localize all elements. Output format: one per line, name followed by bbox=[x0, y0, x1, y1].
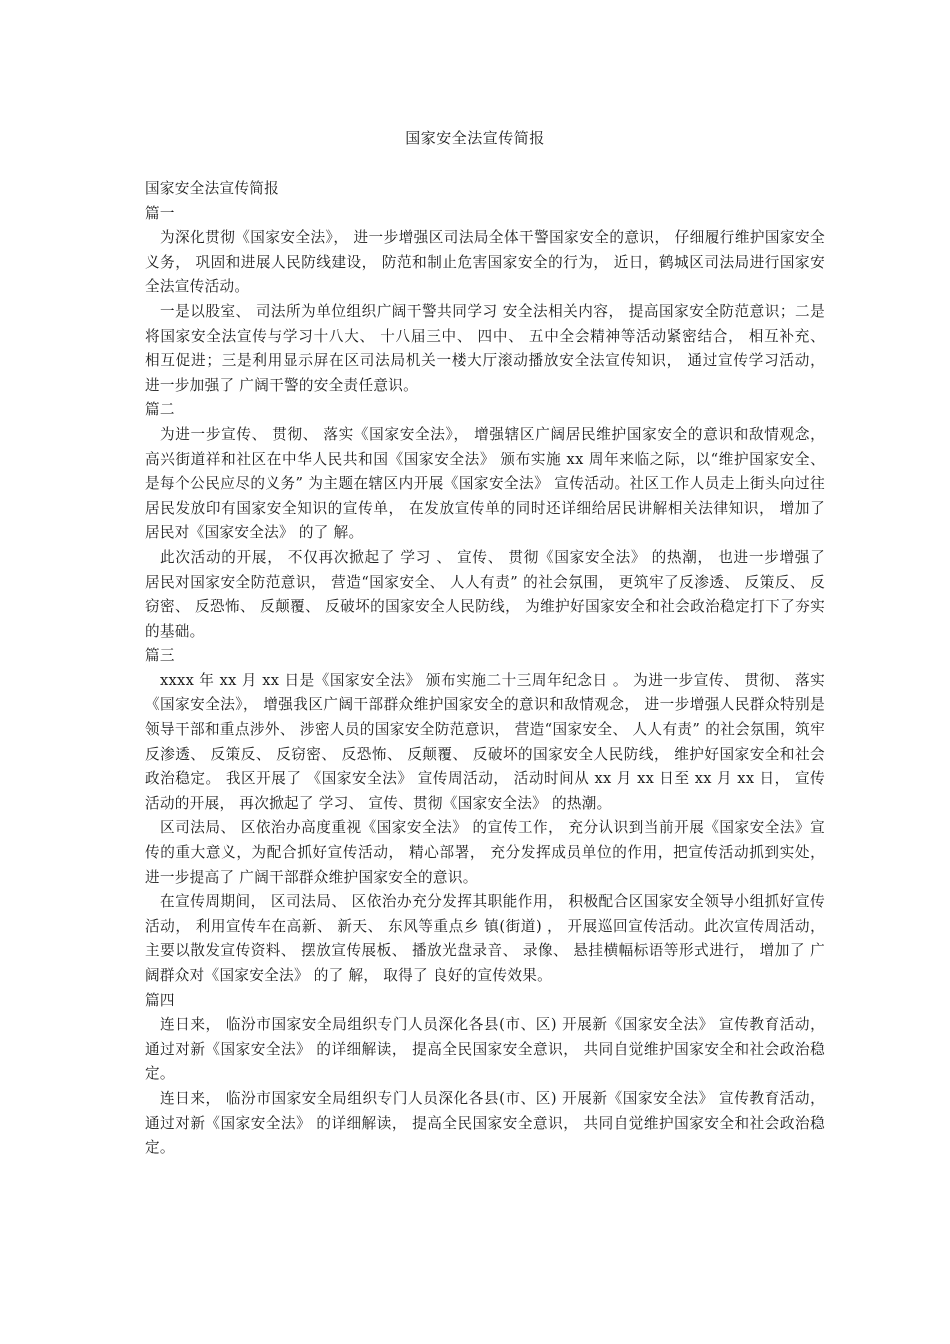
section-label: 篇四 bbox=[145, 991, 175, 1009]
paragraph: 连日来， 临汾市国家安全局组织专门人员深化各县(市、区) 开展新《国家安全法》 宣传教育活动， 通过对新《国家安全法》 的详细解读， 提高全民国家安全意识， 共同自觉维护国家安全和社会政治稳定。 bbox=[145, 1016, 825, 1083]
section-3 bbox=[145, 644, 825, 988]
paragraph: 区司法局、 区依治办高度重视《国家安全法》 的宣传工作， 充分认识到当前开展《国家安全法》宣传的重大意义，为配合抓好宣传活动， 精心部署， 充分发挥成员单位的作用，把宣传活动抓到实处， 进一步提高了 广阔干部群众维护国家安全的意识。 bbox=[145, 819, 825, 886]
section-2 bbox=[145, 398, 825, 644]
document-body bbox=[145, 177, 825, 1161]
paragraph: 此次活动的开展， 不仅再次掀起了 学习 、 宣传、 贯彻《国家安全法》 的热潮， 也进一步增强了 居民对国家安全防范意识， 营造“国家安全、 人人有责” 的社会氛围， 更筑牢了反渗透、 反策反、 反窃密、 反恐怖、 反颠覆、 反破坏的国家安全人民防线， 为维护好国家安全和社会政治稳定打下了夯实的基础。 bbox=[145, 548, 825, 640]
paragraph: 连日来， 临汾市国家安全局组织专门人员深化各县(市、区) 开展新《国家安全法》 宣传教育活动， 通过对新《国家安全法》 的详细解读， 提高全民国家安全意识， 共同自觉维护国家安全和社会政治稳定。 bbox=[145, 1089, 825, 1157]
document-title: 国家安全法宣传简报 bbox=[405, 129, 545, 147]
paragraph: 为进一步宣传、 贯彻、 落实《国家安全法》， 增强辖区广阔居民维护国家安全的意识和敌情观念， 高兴街道祥和社区在中华人民共和国《国家安全法》 颁布实施 xx 周年来临之际，以“维护国家安全、 是每个公民应尽的义务” 为主题在辖区内开展《国家安全法》 宣传活动。社区工作人员走上街头向过往居民发放印有国家安全知识的宣传单， 在发放宣传单的同时还详细给居民讲解相关法律知识， 增加了 居民对《国家安全法》 的了 解。 bbox=[145, 425, 825, 542]
section-4 bbox=[145, 989, 825, 1161]
section-label: 篇三 bbox=[145, 647, 175, 665]
section-1 bbox=[145, 202, 825, 399]
section-label: 篇二 bbox=[145, 401, 175, 419]
paragraph: 为深化贯彻《国家安全法》， 进一步增强区司法局全体干警国家安全的意识， 仔细履行维护国家安全义务， 巩固和进展人民防线建设， 防范和制止危害国家安全的行为， 近日，鹤城区司法局进行国家安全法宣传活动。 bbox=[145, 229, 825, 296]
paragraph: xxxx 年 xx 月 xx 日是《国家安全法》 颁布实施二十三周年纪念日 。 为进一步宣传、 贯彻、 落实《国家安全法》， 增强我区广阔干部群众维护国家安全的意识和敌情观念， 进一步增强人民群众特别是领导干部和重点涉外、 涉密人员的国家安全防范意识， 营造“国家安全、 人人有责” 的社会氛围，筑牢反渗透、 反策反、 反窃密、 反恐怖、 反颠覆、 反破坏的国家安全人民防线， 维护好国家安全和社会政治稳定。 我区开展了 《国家安全法》 宣传周活动， 活动时间从 xx 月 xx 日至 xx 月 xx 日， 宣传活动的开展， 再次掀起了 学习、 宣传、贯彻《国家安全法》 的热潮。 bbox=[145, 671, 825, 812]
paragraph: 一是以股室、 司法所为单位组织广阔干警共同学习 安全法相关内容， 提高国家安全防范意识；二是将国家安全法宣传与学习十八大、 十八届三中、 四中、 五中全会精神等活动紧密结合， 相互补充、 相互促进；三是利用显示屏在区司法局机关一楼大厅滚动播放安全法宣传知识， 通过宣传学习活动， 进一步加强了 广阔干警的安全责任意识。 bbox=[145, 302, 825, 394]
section-label: 篇一 bbox=[145, 204, 175, 222]
document-subtitle: 国家安全法宣传简报 bbox=[145, 180, 280, 197]
paragraph: 在宣传周期间， 区司法局、 区依治办充分发挥其职能作用， 积极配合区国家安全领导小组抓好宣传活动， 利用宣传车在高新、 新天、 东风等重点乡 镇(街道) ， 开展巡回宣传活动。此次宣传周活动， 主要以散发宣传资料、 摆放宣传展板、 播放光盘录音、 录像、 悬挂横幅标语等形式进行， 增加了 广阔群众对《国家安全法》 的了 解， 取得了 良好的宣传效果。 bbox=[145, 893, 825, 984]
